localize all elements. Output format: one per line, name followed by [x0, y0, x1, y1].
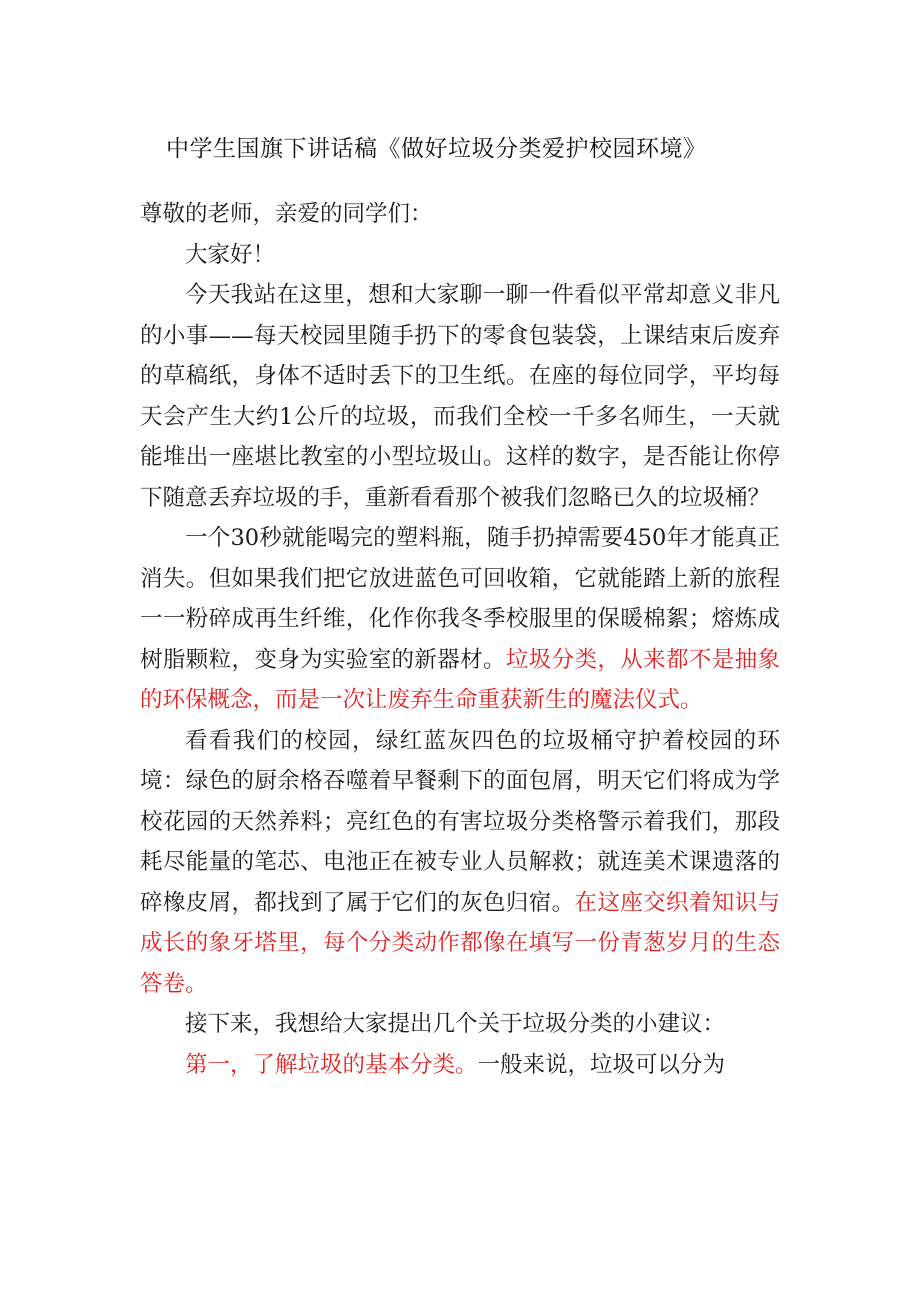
paragraph-1: 今天我站在这里，想和大家聊一聊一件看似平常却意义非凡的小事——每天校园里随手扔下的零食包装袋，上课结束后废弃的草稿纸，身体不适时丢下的卫生纸。在座的每位同学，平均每天会产生大约1公斤的垃圾，而我们全校一千多名师生，一天就能堆出一座堪比教室的小型垃圾山。这样的数字，是否能让你停下随意丢弃垃圾的手，重新看看那个被我们忽略已久的垃圾桶？: [140, 282, 780, 511]
paragraph-2-text: 一个30秒就能喝完的塑料瓶，随手扔掉需要450年才能真正消失。但如果我们把它放进蓝色可回收箱，它就能踏上新的旅程一一粉碎成再生纤维，化作你我冬季校服里的保暖棉絮；熔炼成树脂颗粒，变身为实验室的新器材。: [140, 525, 780, 673]
paragraph-4: 接下来，我想给大家提出几个关于垃圾分类的小建议：: [185, 1011, 726, 1037]
paragraph-5-text: 一般来说，垃圾可以分为: [477, 1051, 726, 1078]
document-title: 中学生国旗下讲话稿《做好垃圾分类爱护校园环境》: [166, 136, 707, 162]
salutation-paragraph: 尊敬的老师，亲爱的同学们：: [140, 201, 433, 227]
document-body: [140, 194, 780, 1085]
paragraph-5: [140, 1045, 780, 1086]
paragraph-3-text: 看看我们的校园，绿红蓝灰四色的垃圾桶守护着校园的环境：绿色的厨余格吞噬着早餐剩下的面包屑，明天它们将成为学校花园的天然养料；亮红色的有害垃圾分类格警示着我们，那段耗尽能量的笔芯、电池正在被专业人员解救；就连美术课遗落的碎橡皮屑，都找到了属于它们的灰色归宿。: [140, 727, 780, 916]
paragraph-3-highlight: 在这座交织着知识与成长的象牙塔里，每个分类动作都像在填写一份青葱岁月的生态答卷。: [140, 889, 780, 997]
paragraph-5-highlight: 第一，了解垃圾的基本分类。: [185, 1051, 478, 1078]
greeting-paragraph: 大家好！: [185, 241, 276, 268]
paragraph-3: [140, 721, 780, 1005]
paragraph-2-highlight: 垃圾分类，从来都不是抽象的环保概念，而是一次让废弃生命重获新生的魔法仪式。: [140, 646, 780, 713]
paragraph-2: [140, 518, 780, 721]
